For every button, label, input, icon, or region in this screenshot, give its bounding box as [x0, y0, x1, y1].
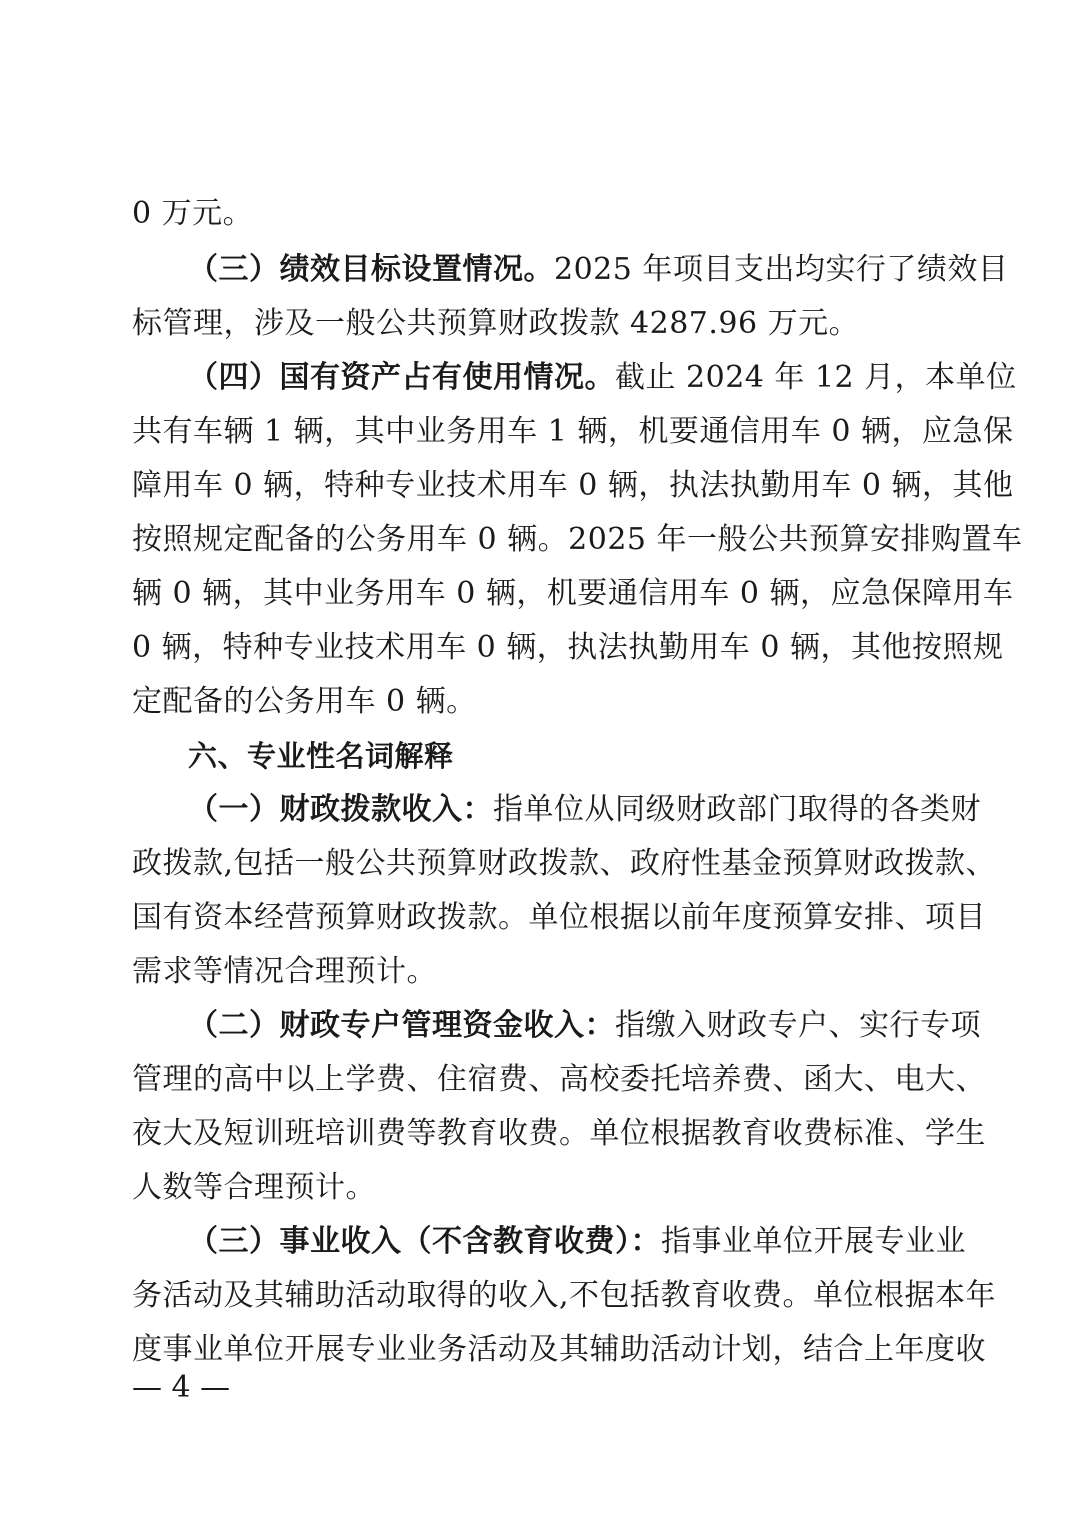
text-line-18: 夜大及短训班培训费等教育收费。单位根据教育收费标准、学生: [132, 1116, 986, 1151]
text-line-17: 管理的高中以上学费、住宿费、高校委托培养费、函大、电大、: [132, 1062, 986, 1097]
text-line-3: 标管理，涉及一般公共预算财政拨款 4287.96 万元。: [132, 306, 860, 341]
text-line-5: 共有车辆 1 辆，其中业务用车 1 辆，机要通信用车 0 辆，应急保: [132, 414, 1014, 449]
text-line-1: 0 万元。: [132, 196, 254, 231]
section-heading: 六、专业性名词解释: [188, 739, 454, 773]
text-line-2: （三）绩效目标设置情况。2025 年项目支出均实行了绩效目: [188, 252, 1009, 287]
paragraph-lead: （四）国有资产占有使用情况。: [188, 360, 615, 395]
text-line-20: （三）事业收入（不含教育收费）：指事业单位开展专业业: [188, 1224, 966, 1259]
text-line-6: 障用车 0 辆，特种专业技术用车 0 辆，执法执勤用车 0 辆，其他: [132, 468, 1014, 503]
text-line-22: 度事业单位开展专业业务活动及其辅助活动计划，结合上年度收: [132, 1332, 986, 1367]
text-line-4: （四）国有资产占有使用情况。截止 2024 年 12 月，本单位: [188, 360, 1017, 395]
paragraph-lead: （二）财政专户管理资金收入：: [188, 1008, 615, 1043]
text-line-15: 需求等情况合理预计。: [132, 954, 437, 989]
text-line-7: 按照规定配备的公务用车 0 辆。2025 年一般公共预算安排购置车: [132, 522, 1023, 557]
text-line-19: 人数等合理预计。: [132, 1170, 376, 1205]
paragraph-lead: （一）财政拨款收入：: [188, 792, 493, 827]
paragraph-lead: （三）事业收入（不含教育收费）：: [188, 1224, 661, 1259]
text-line-10: 定配备的公务用车 0 辆。: [132, 684, 477, 719]
paragraph-lead: （三）绩效目标设置情况。: [188, 252, 554, 287]
text-line-14: 国有资本经营预算财政拨款。单位根据以前年度预算安排、项目: [132, 900, 986, 935]
page-number: — 4 —: [132, 1370, 231, 1405]
text-line-12: （一）财政拨款收入：指单位从同级财政部门取得的各类财: [188, 792, 981, 827]
text-line-9: 0 辆，特种专业技术用车 0 辆，执法执勤用车 0 辆，其他按照规: [132, 630, 1004, 665]
text-line-21: 务活动及其辅助活动取得的收入,不包括教育收费。单位根据本年: [132, 1278, 997, 1313]
text-line-8: 辆 0 辆，其中业务用车 0 辆，机要通信用车 0 辆，应急保障用车: [132, 576, 1014, 611]
text-line-16: （二）财政专户管理资金收入：指缴入财政专户、实行专项: [188, 1008, 981, 1043]
text-line-13: 政拨款,包括一般公共预算财政拨款、政府性基金预算财政拨款、: [132, 846, 997, 881]
